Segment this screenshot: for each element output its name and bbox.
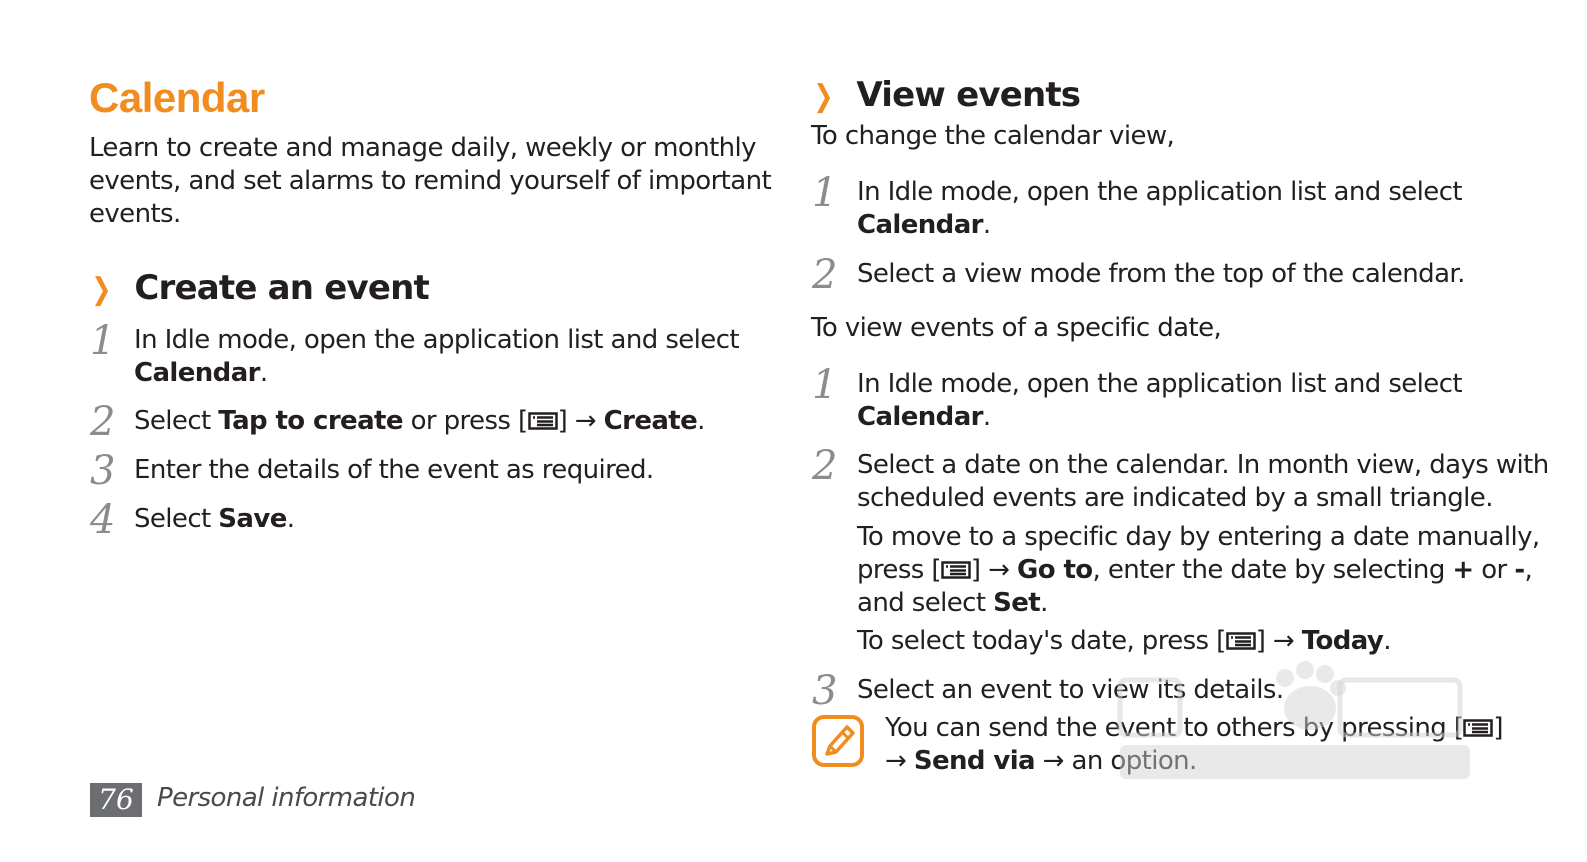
ui-term: - <box>1514 555 1525 585</box>
step-line: and select Set. <box>857 588 1048 618</box>
ui-term: Go to <box>1016 555 1093 585</box>
step-subparagraph <box>857 521 1540 620</box>
step-text: Select an event to view its details. <box>857 675 1284 705</box>
step-number: 1 <box>90 318 116 364</box>
step-text: Select Tap to create or press [ ] → Create. <box>134 406 705 436</box>
step-number: 3 <box>90 448 116 494</box>
step-line: Select a date on the calendar. In month view, days with <box>857 450 1549 480</box>
ui-term: Send via <box>913 746 1035 776</box>
ui-term: Tap to create <box>218 406 403 436</box>
step-number: 2 <box>812 252 838 298</box>
ui-term: Calendar <box>857 402 983 432</box>
section-heading-view-events <box>811 75 1080 117</box>
step-subparagraph: To select today's date, press [ ] → Today. <box>857 626 1391 656</box>
lead-text: To change the calendar view, <box>811 121 1175 151</box>
step-text <box>857 368 1462 434</box>
intro-line: events, and set alarms to remind yourself of important <box>89 166 772 196</box>
step-number: 2 <box>90 399 116 445</box>
chevron-right-icon: ❯ <box>91 272 111 307</box>
section-heading-create-event <box>89 268 429 310</box>
intro-paragraph <box>89 132 771 231</box>
ui-term: Create <box>603 406 698 436</box>
step-number: 2 <box>812 443 838 489</box>
step-text: Select a view mode from the top of the calendar. <box>857 259 1465 289</box>
step-number: 1 <box>812 170 838 216</box>
ui-term: Calendar <box>134 358 260 388</box>
page-title: Calendar <box>89 74 265 121</box>
step-line: scheduled events are indicated by a small triangle. <box>857 483 1493 513</box>
step-text: Enter the details of the event as required. <box>134 455 654 485</box>
step-text <box>857 449 1549 515</box>
ui-term: Save <box>218 504 287 534</box>
step-line: Calendar. <box>857 402 991 432</box>
step-text: Select Save. <box>134 504 295 534</box>
step-line: In Idle mode, open the application list and select <box>857 177 1462 207</box>
step-number: 3 <box>812 668 838 714</box>
menu-key-icon <box>1226 632 1256 650</box>
step-text <box>857 176 1462 242</box>
page-number: 76 <box>90 783 142 817</box>
ui-term: + <box>1452 555 1474 585</box>
note-line: → Send via → an option. <box>885 746 1197 776</box>
step-line: In Idle mode, open the application list and select <box>857 369 1462 399</box>
step-line: Calendar. <box>857 210 991 240</box>
menu-key-icon <box>941 561 971 579</box>
intro-line: events. <box>89 199 181 229</box>
step-number: 1 <box>812 362 838 408</box>
ui-term: Today <box>1301 626 1384 656</box>
menu-key-icon <box>528 412 558 430</box>
step-text <box>134 324 739 390</box>
ui-term: Set <box>993 588 1041 618</box>
footer-section-label: Personal information <box>157 783 416 813</box>
section-heading-label: View events <box>856 75 1081 115</box>
intro-line: Learn to create and manage daily, weekly or monthly <box>89 133 756 163</box>
note-line: You can send the event to others by pressing [ ] <box>885 713 1503 743</box>
section-heading-label: Create an event <box>134 268 429 308</box>
step-number: 4 <box>90 497 116 543</box>
step-line: To move to a specific day by entering a date manually, <box>857 522 1540 552</box>
chevron-right-icon: ❯ <box>813 79 833 114</box>
note-text <box>885 712 1503 778</box>
step-line: press [ ] → Go to, enter the date by selecting + or -, <box>857 555 1533 585</box>
ui-term: Calendar <box>857 210 983 240</box>
note-pencil-icon <box>811 714 865 768</box>
step-line: In Idle mode, open the application list and select <box>134 325 739 355</box>
menu-key-icon <box>1463 719 1493 737</box>
lead-text: To view events of a specific date, <box>811 313 1222 343</box>
step-line: Calendar. <box>134 358 268 388</box>
